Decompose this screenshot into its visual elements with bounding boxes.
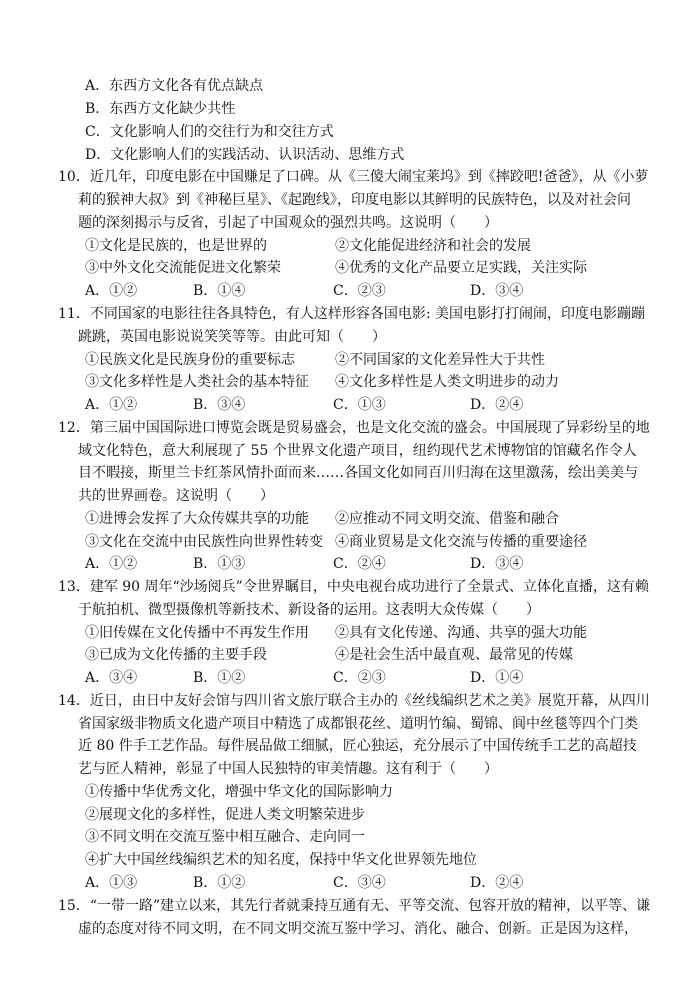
- question-13-choice-1: ①旧传媒在文化传播中不再发生作用: [85, 625, 309, 641]
- question-10-line-3: 题的深刻揭示与反省，引起了中国观众的强烈共鸣。这说明（ ）: [78, 215, 498, 231]
- question-10-choice-2: ②文化能促进经济和社会的发展: [335, 238, 531, 254]
- question-10-answer-d: D．③④: [470, 283, 524, 299]
- question-12-line-4: 共的世界画卷。这说明（ ）: [78, 488, 274, 504]
- option-d: D．文化影响人们的实践活动、认识活动、思维方式: [85, 147, 405, 163]
- question-14-answer-b: B．①②: [193, 875, 246, 891]
- question-13-choice-2: ②具有文化传递、沟通、共享的强大功能: [335, 625, 587, 641]
- question-12-answer-c: C．②④: [333, 556, 386, 572]
- question-10-line-1: 10．近几年，印度电影在中国赚足了口碑。从《三傻大闹宝莱坞》到《摔跤吧!爸爸》，从《小萝: [58, 169, 649, 185]
- question-10-choice-1: ①文化是民族的，也是世界的: [85, 238, 267, 254]
- question-14-answer-d: D．②④: [470, 875, 524, 891]
- question-12-line-2: 域文化特色，意大利展现了 55 个世界文化遗产项目，纽约现代艺术博物馆的馆藏名作令人: [78, 443, 637, 459]
- question-13-line-2: 于航拍机、微型摄像机等新技术、新设备的运用。这表明大众传媒（ ）: [78, 602, 540, 618]
- question-12-answer-a: A．①②: [85, 556, 138, 572]
- question-12-choice-4: ④商业贸易是文化交流与传播的重要途径: [335, 534, 587, 550]
- question-10-answer-a: A．①②: [85, 283, 138, 299]
- question-14-line-1: 14．近日，由日中友好会馆与四川省文旅厅联合主办的《丝线编织艺术之美》展览开幕，从四川: [58, 693, 650, 709]
- question-14-choice-2: ②展现文化的多样性，促进人类文明繁荣进步: [85, 807, 365, 823]
- question-13-line-1: 13．建军 90 周年“沙场阅兵”令世界瞩目，中央电视台成功进行了全景式、立体化直播，这有赖: [58, 579, 649, 595]
- question-11-choice-2: ②不同国家的文化差异性大于共性: [335, 352, 545, 368]
- question-13-answer-c: C．②③: [333, 670, 386, 686]
- question-14-answer-c: C．③④: [333, 875, 386, 891]
- question-13-answer-d: D．①④: [470, 670, 524, 686]
- option-b: B．东西方文化缺少共性: [85, 101, 236, 117]
- question-13-answer-a: A．③④: [85, 670, 138, 686]
- question-10-choice-4: ④优秀的文化产品要立足实践，关注实际: [335, 260, 587, 276]
- question-11-line-2: 跳跳，英国电影说说笑笑等等。由此可知（ ）: [78, 329, 386, 345]
- question-10-answer-c: C．②③: [333, 283, 386, 299]
- question-11-choice-3: ③文化多样性是人类社会的基本特征: [85, 374, 309, 390]
- question-14-choice-3: ③不同文明在交流互鉴中相互融合、走向同一: [85, 829, 365, 845]
- question-15-line-1: 15．“一带一路”建立以来，其先行者就秉持互通有无、平等交流、包容开放的精神，以平等、谦: [58, 898, 651, 914]
- question-14-line-2: 省国家级非物质文化遗产项目中精选了成都银花丝、道明竹编、蜀锦、阆中丝毯等四个门类: [78, 716, 638, 732]
- question-13-choice-3: ③已成为文化传播的主要手段: [85, 647, 267, 663]
- question-12-answer-b: B．①③: [193, 556, 246, 572]
- question-14-line-3: 近 80 件手工艺作品。每件展品做工细腻，匠心独运，充分展示了中国传统手工艺的高超技: [78, 738, 637, 754]
- question-14-answer-a: A．①③: [85, 875, 138, 891]
- question-14-choice-4: ④扩大中国丝线编织艺术的知名度，保持中华文化世界领先地位: [85, 852, 477, 868]
- question-11-answer-d: D．②④: [470, 397, 524, 413]
- question-10-answer-b: B．①④: [193, 283, 246, 299]
- question-12-choice-1: ①进博会发挥了大众传媒共享的功能: [85, 511, 309, 527]
- question-11-choice-4: ④文化多样性是人类文明进步的动力: [335, 374, 559, 390]
- question-10-line-2: 莉的猴神大叔》到《神秘巨星》、《起跑线》，印度电影以其鲜明的民族特色，以及对社会问: [78, 192, 631, 208]
- question-10-choice-3: ③中外文化交流能促进文化繁荣: [85, 260, 281, 276]
- question-12-answer-d: D．③④: [470, 556, 524, 572]
- question-11-answer-b: B．③④: [193, 397, 246, 413]
- question-11-line-1: 11．不同国家的电影往往各具特色，有人这样形容各国电影: 美国电影打打闹闹，印度电影蹦蹦: [58, 306, 645, 322]
- option-a: A．东西方文化各有优点缺点: [85, 78, 264, 94]
- question-12-choice-2: ②应推动不同文明交流、借鉴和融合: [335, 511, 559, 527]
- question-11-answer-a: A．①②: [85, 397, 138, 413]
- question-12-line-3: 目不暇接，斯里兰卡红茶风情扑面而来……各国文化如同百川归海在这里激荡，绘出美美与: [78, 465, 638, 481]
- question-14-choice-1: ①传播中华优秀文化，增强中华文化的国际影响力: [85, 784, 393, 800]
- option-c: C．文化影响人们的交往行为和交往方式: [85, 124, 334, 140]
- question-11-choice-1: ①民族文化是民族身份的重要标志: [85, 352, 295, 368]
- question-15-line-2: 虚的态度对待不同文明，在不同文明交流互鉴中学习、消化、融合、创新。正是因为这样，: [78, 921, 638, 937]
- question-11-answer-c: C．①③: [333, 397, 386, 413]
- question-13-choice-4: ④是社会生活中最直观、最常见的传媒: [335, 647, 573, 663]
- question-13-answer-b: B．①②: [193, 670, 246, 686]
- question-12-line-1: 12．第三届中国国际进口博览会既是贸易盛会，也是文化交流的盛会。中国展现了异彩纷呈的地: [58, 420, 650, 436]
- question-12-choice-3: ③文化在交流中由民族性向世界性转变: [85, 534, 323, 550]
- question-14-line-4: 艺与匠人精神，彰显了中国人民独特的审美情趣。这有利于（ ）: [78, 761, 498, 777]
